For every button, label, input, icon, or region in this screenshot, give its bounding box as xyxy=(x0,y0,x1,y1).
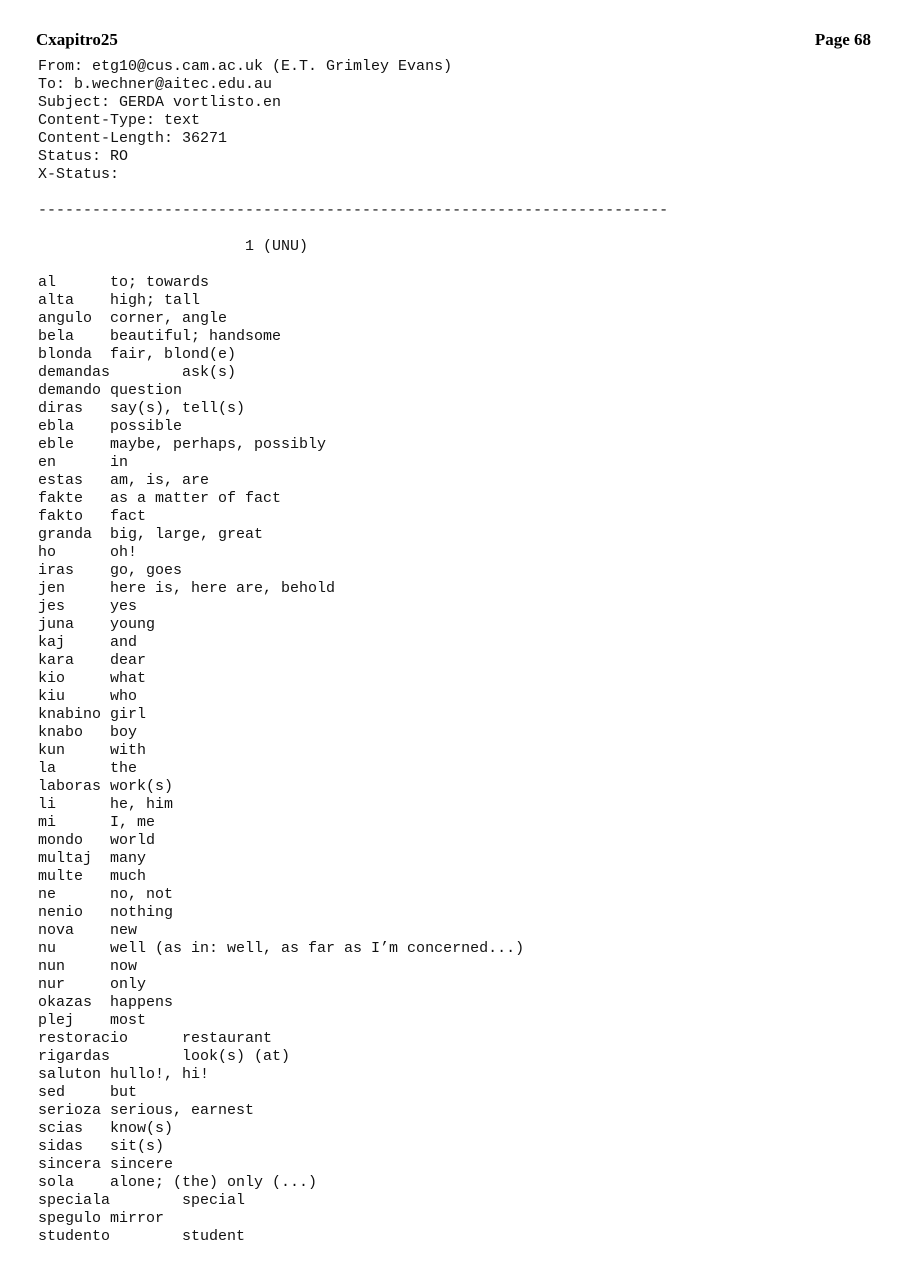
vocabulary-entry: mondo world xyxy=(38,832,156,849)
email-header-line: To: b.wechner@aitec.edu.au xyxy=(38,76,273,93)
vocabulary-entry: en in xyxy=(38,454,129,471)
vocabulary-entry: jes yes xyxy=(38,598,138,615)
vocabulary-entry: speciala special xyxy=(38,1192,246,1209)
email-header-line: Content-Type: text xyxy=(38,112,201,129)
vocabulary-entry: juna young xyxy=(38,616,156,633)
vocabulary-entry: sidas sit(s) xyxy=(38,1138,165,1155)
email-header-line: Subject: GERDA vortlisto.en xyxy=(38,94,282,111)
vocabulary-entry: multe much xyxy=(38,868,147,885)
vocabulary-entry: iras go, goes xyxy=(38,562,183,579)
email-header-line: X-Status: xyxy=(38,166,120,183)
vocabulary-entry: bela beautiful; handsome xyxy=(38,328,282,345)
vocabulary-entry: al to; towards xyxy=(38,274,210,291)
vocabulary-entry: kaj and xyxy=(38,634,138,651)
vocabulary-entry: kio what xyxy=(38,670,147,687)
vocabulary-entry: nur only xyxy=(38,976,147,993)
email-header-line: Status: RO xyxy=(38,148,129,165)
vocabulary-list xyxy=(38,274,524,1246)
email-header-line: Content-Length: 36271 xyxy=(38,130,228,147)
vocabulary-entry: kun with xyxy=(38,742,147,759)
vocabulary-entry: estas am, is, are xyxy=(38,472,210,489)
vocabulary-entry: ho oh! xyxy=(38,544,138,561)
vocabulary-entry: jen here is, here are, behold xyxy=(38,580,336,597)
vocabulary-entry: knabino girl xyxy=(38,706,147,723)
vocabulary-entry: li he, him xyxy=(38,796,174,813)
vocabulary-entry: plej most xyxy=(38,1012,147,1029)
vocabulary-entry: diras say(s), tell(s) xyxy=(38,400,246,417)
vocabulary-entry: blonda fair, blond(e) xyxy=(38,346,237,363)
vocabulary-entry: serioza serious, earnest xyxy=(38,1102,255,1119)
vocabulary-entry: sed but xyxy=(38,1084,138,1101)
vocabulary-entry: saluton hullo!, hi! xyxy=(38,1066,210,1083)
vocabulary-entry: angulo corner, angle xyxy=(38,310,228,327)
vocabulary-entry: spegulo mirror xyxy=(38,1210,165,1227)
vocabulary-entry: nenio nothing xyxy=(38,904,174,921)
vocabulary-entry: knabo boy xyxy=(38,724,138,741)
vocabulary-entry: nu well (as in: well, as far as I’m concerned...) xyxy=(38,940,525,957)
vocabulary-entry: scias know(s) xyxy=(38,1120,174,1137)
vocabulary-entry: sola alone; (the) only (...) xyxy=(38,1174,318,1191)
running-header xyxy=(36,30,871,52)
chapter-title: Cxapitro25 xyxy=(36,30,118,49)
vocabulary-entry: okazas happens xyxy=(38,994,174,1011)
vocabulary-entry: fakte as a matter of fact xyxy=(38,490,282,507)
separator-line: ---------------------------------------------------------------------- xyxy=(38,202,669,219)
vocabulary-entry: kara dear xyxy=(38,652,147,669)
vocabulary-entry: demando question xyxy=(38,382,183,399)
vocabulary-entry: ebla possible xyxy=(38,418,183,435)
vocabulary-entry: ne no, not xyxy=(38,886,174,903)
email-header-line: From: etg10@cus.cam.ac.uk (E.T. Grimley Evans) xyxy=(38,58,453,75)
vocabulary-entry: fakto fact xyxy=(38,508,147,525)
vocabulary-entry: studento student xyxy=(38,1228,246,1245)
vocabulary-entry: alta high; tall xyxy=(38,292,201,309)
vocabulary-entry: sincera sincere xyxy=(38,1156,174,1173)
vocabulary-entry: rigardas look(s) (at) xyxy=(38,1048,291,1065)
vocabulary-entry: eble maybe, perhaps, possibly xyxy=(38,436,327,453)
vocabulary-entry: nun now xyxy=(38,958,138,975)
vocabulary-entry: granda big, large, great xyxy=(38,526,264,543)
vocabulary-entry: mi I, me xyxy=(38,814,156,831)
email-headers xyxy=(38,58,452,184)
vocabulary-entry: restoracio restaurant xyxy=(38,1030,273,1047)
vocabulary-entry: multaj many xyxy=(38,850,147,867)
vocabulary-entry: nova new xyxy=(38,922,138,939)
page-number: Page 68 xyxy=(814,30,871,49)
vocabulary-entry: demandas ask(s) xyxy=(38,364,237,381)
section-title: 1 (UNU) xyxy=(38,238,309,255)
vocabulary-entry: laboras work(s) xyxy=(38,778,174,795)
vocabulary-entry: la the xyxy=(38,760,138,777)
vocabulary-entry: kiu who xyxy=(38,688,138,705)
